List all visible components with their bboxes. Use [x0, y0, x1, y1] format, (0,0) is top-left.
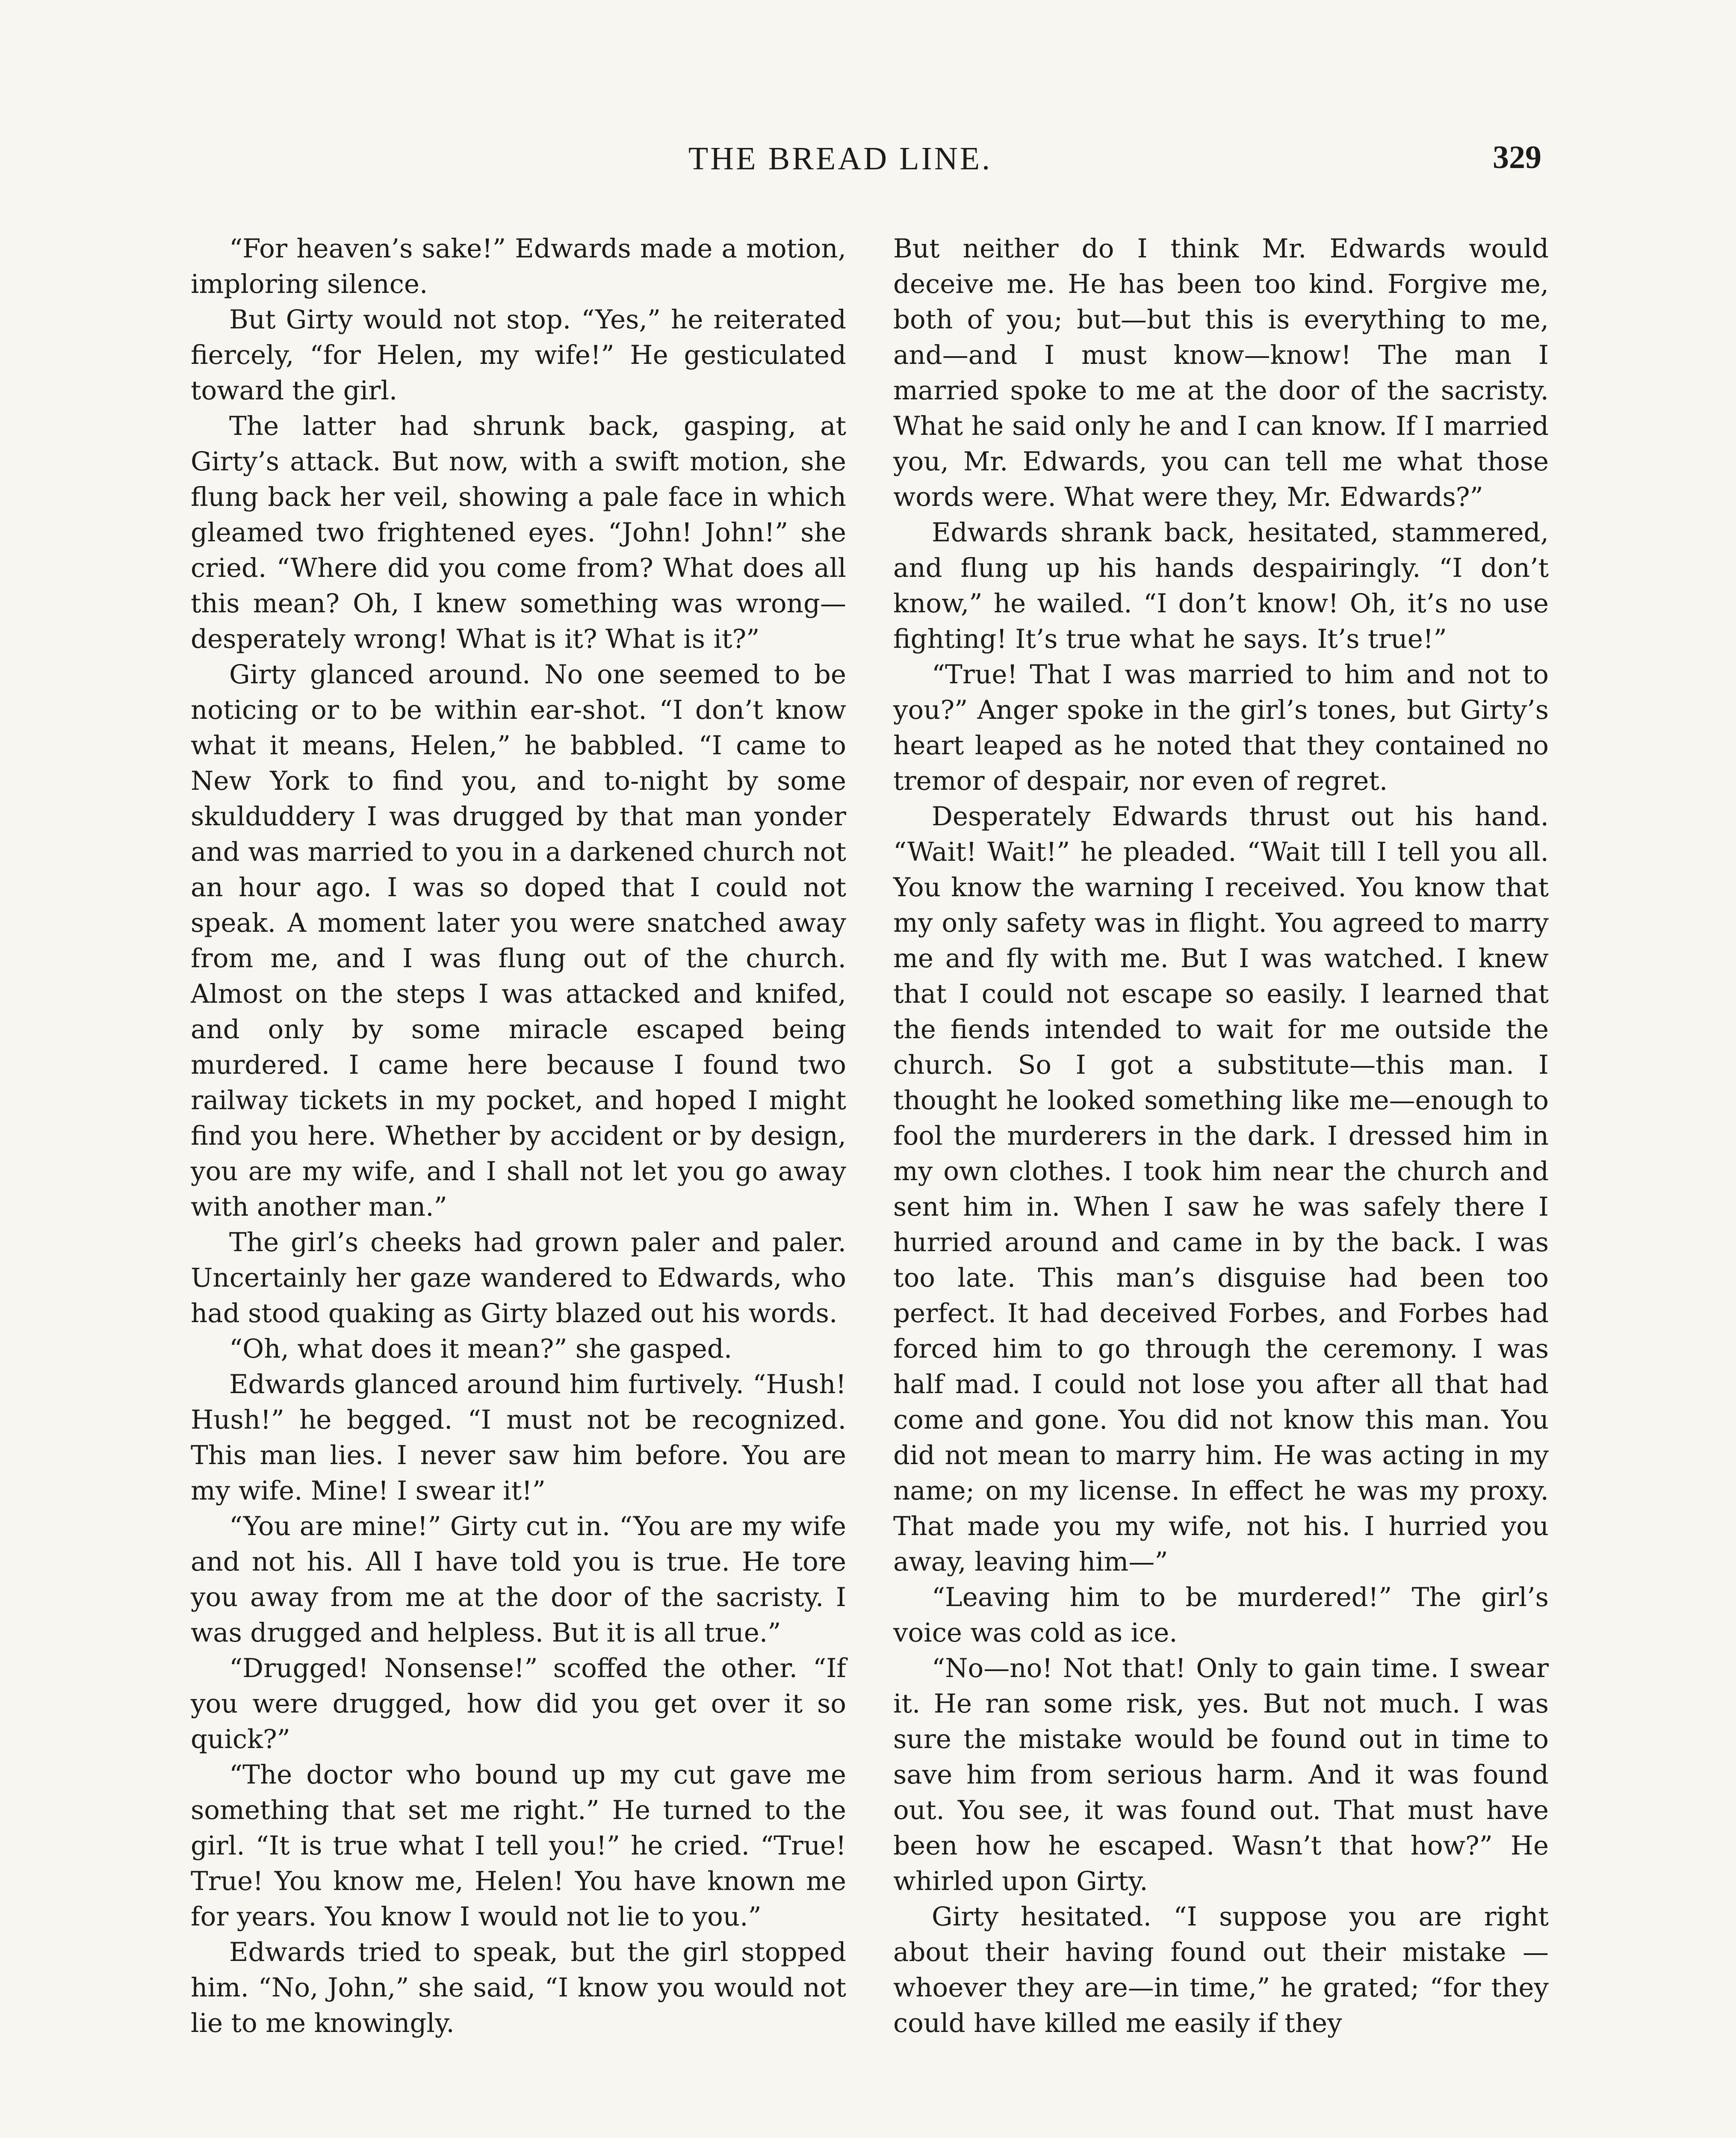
paragraph: “Leaving him to be murdered!” The girl’s voice was cold as ice. [893, 1582, 1549, 1648]
paragraph: Edwards shrank back, hesitated, stammered, and flung up his hands despairingly. “I don’t know,” he wailed. “I don’t know! Oh, it’s no use fighting! It’s true what he says. It’s true!” [893, 517, 1549, 654]
paragraph: The latter had shrunk back, gasping, at Girty’s attack. But now, with a swift motion, she flung back her veil, showing a pale face in which gleamed two frightened eyes. “John! John!” she cried. “Where did you come from? What does all this mean? Oh, I knew something was wrong—desperately wrong! What is it? What is it?” [191, 411, 846, 654]
paragraph: “True! That I was married to him and not to you?” Anger spoke in the girl’s tones, but Girty’s heart leaped as he noted that they contained no tremor of despair, nor even of regret. [893, 659, 1549, 796]
paragraph-continued: But neither do I think Mr. Edwards would deceive me. He has been too kind. Forgive me, both of you; but—but this is everything to me, and—and I must know—know! The man I married spoke to me at the door of the sacristy. What he said only he and I can know. If I married you, Mr. Edwards, you can tell me what those words were. What were they, Mr. Edwards?” [893, 233, 1549, 512]
page-title: THE BREAD LINE. [688, 141, 992, 177]
paragraph: “For heaven’s sake!” Edwards made a motion, imploring silence. [191, 233, 846, 299]
right-column [893, 231, 1549, 2041]
paragraph: Girty hesitated. “I suppose you are right about their having found out their mistake —whoever they are—in time,” he grated; “for they could have killed me easily if they [893, 1902, 1549, 2038]
paragraph: “You are mine!” Girty cut in. “You are my wife and not his. All I have told you is true. He tore you away from me at the door of the sacristy. I was drugged and helpless. But it is all true.” [191, 1511, 846, 1648]
left-column [191, 231, 846, 2041]
paragraph: But Girty would not stop. “Yes,” he reiterated fiercely, “for Helen, my wife!” He gesticulated toward the girl. [191, 304, 846, 406]
paragraph: Girty glanced around. No one seemed to be noticing or to be within ear-shot. “I don’t know what it means, Helen,” he babbled. “I came to New York to find you, and to-night by some skulduddery I was drugged by that man yonder and was married to you in a darkened church not an hour ago. I was so doped that I could not speak. A moment later you were snatched away from me, and I was flung out of the church. Almost on the steps I was attacked and knifed, and only by some miracle escaped being murdered. I came here because I found two railway tickets in my pocket, and hoped I might find you here. Whether by accident or by design, you are my wife, and I shall not let you go away with another man.” [191, 659, 846, 1222]
paragraph: “The doctor who bound up my cut gave me something that set me right.” He turned to the girl. “It is true what I tell you!” he cried. “True! True! You know me, Helen! You have known me for years. You know I would not lie to you.” [191, 1760, 846, 1932]
paragraph: Edwards tried to speak, but the girl stopped him. “No, John,” she said, “I know you would not lie to me knowingly. [191, 1937, 846, 2038]
page-number: 329 [1493, 139, 1541, 175]
paragraph: The girl’s cheeks had grown paler and paler. Uncertainly her gaze wandered to Edwards, who had stood quaking as Girty blazed out his words. [191, 1227, 846, 1329]
paragraph: Edwards glanced around him furtively. “Hush! Hush!” he begged. “I must not be recognized. This man lies. I never saw him before. You are my wife. Mine! I swear it!” [191, 1369, 846, 1506]
paragraph: “No—no! Not that! Only to gain time. I swear it. He ran some risk, yes. But not much. I was sure the mistake would be found out in time to save him from serious harm. And it was found out. You see, it was found out. That must have been how he escaped. Wasn’t that how?” He whirled upon Girty. [893, 1653, 1549, 1896]
paragraph: “Oh, what does it mean?” she gasped. [229, 1334, 732, 1364]
paragraph: Desperately Edwards thrust out his hand. “Wait! Wait!” he pleaded. “Wait till I tell you all. You know the warning I received. You know that my only safety was in flight. You agreed to marry me and fly with me. But I was watched. I knew that I could not escape so easily. I learned that the fiends intended to wait for me outside the church. So I got a substitute—this man. I thought he looked something like me—enough to fool the murderers in the dark. I dressed him in my own clothes. I took him near the church and sent him in. When I saw he was safely there I hurried around and came in by the back. I was too late. This man’s disguise had been too perfect. It had deceived Forbes, and Forbes had forced him to go through the ceremony. I was half mad. I could not lose you after all that had come and gone. You did not know this man. You did not mean to marry him. He was acting in my name; on my license. In effect he was my proxy. That made you my wife, not his. I hurried you away, leaving him—” [893, 801, 1549, 1577]
paragraph: “Drugged! Nonsense!” scoffed the other. “If you were drugged, how did you get over it so quick?” [191, 1653, 846, 1754]
